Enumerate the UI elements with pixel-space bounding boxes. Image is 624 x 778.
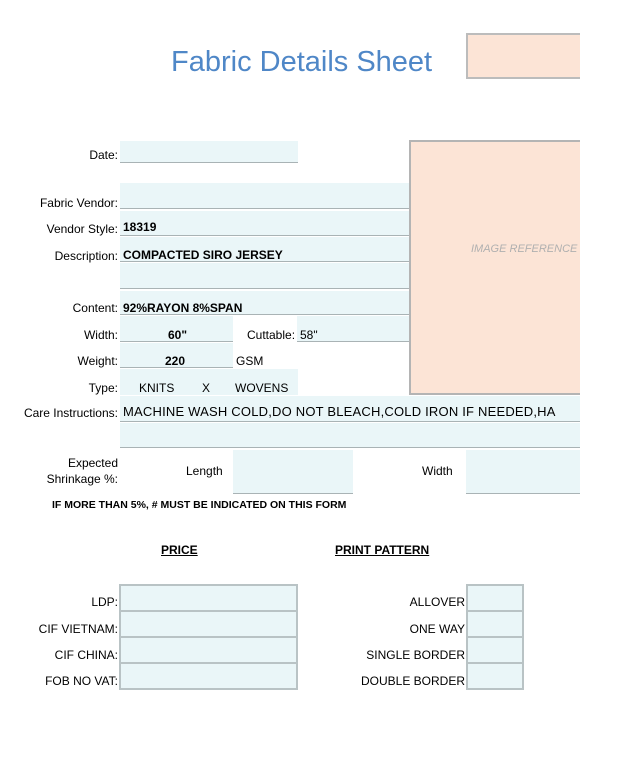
print-pattern-row-label: ALLOVER bbox=[409, 595, 465, 609]
content-field[interactable] bbox=[120, 291, 409, 315]
image-reference-label: IMAGE REFERENCE bbox=[471, 243, 578, 255]
single-border-checkbox[interactable] bbox=[466, 636, 524, 664]
price-heading: PRICE bbox=[161, 543, 198, 557]
shrinkage-note: IF MORE THAN 5%, # MUST BE INDICATED ON THIS FORM bbox=[52, 499, 347, 511]
allover-checkbox[interactable] bbox=[466, 584, 524, 612]
care-instructions-field[interactable] bbox=[120, 396, 580, 422]
type-label: Type: bbox=[88, 381, 118, 395]
date-field[interactable] bbox=[120, 141, 298, 163]
price-ldp-field[interactable] bbox=[119, 584, 298, 612]
page-title: Fabric Details Sheet bbox=[171, 46, 433, 78]
type-field[interactable] bbox=[120, 369, 298, 395]
type-knits: KNITS bbox=[139, 381, 175, 395]
price-row-label: CIF VIETNAM: bbox=[38, 622, 118, 636]
shrinkage-width-field[interactable] bbox=[466, 450, 580, 494]
weight-value: 220 bbox=[165, 354, 186, 368]
care-instructions-value: MACHINE WASH COLD,DO NOT BLEACH,COLD IRON IF NEEDED,HA bbox=[123, 404, 556, 419]
shrinkage-label-2: Shrinkage %: bbox=[46, 472, 118, 486]
description-label: Description: bbox=[54, 249, 118, 263]
shrinkage-length-field[interactable] bbox=[233, 450, 353, 494]
one-way-checkbox[interactable] bbox=[466, 610, 524, 638]
shrinkage-label-1: Expected bbox=[67, 456, 118, 470]
cuttable-value: 58" bbox=[300, 328, 318, 342]
print-pattern-heading: PRINT PATTERN bbox=[335, 543, 430, 557]
cuttable-field[interactable] bbox=[297, 316, 409, 342]
print-pattern-row-label: ONE WAY bbox=[409, 622, 465, 636]
print-pattern-row-label: DOUBLE BORDER bbox=[360, 674, 465, 688]
price-cif-vietnam-field[interactable] bbox=[119, 610, 298, 638]
print-pattern-row-label: SINGLE BORDER bbox=[366, 648, 465, 662]
cuttable-label: Cuttable: bbox=[247, 328, 296, 342]
price-row-label: LDP: bbox=[91, 595, 118, 609]
price-cif-china-field[interactable] bbox=[119, 636, 298, 664]
care-instructions-label: Care Instructions: bbox=[23, 406, 118, 420]
logo-placeholder bbox=[466, 33, 580, 79]
vendor-style-value: 18319 bbox=[123, 220, 157, 234]
description-field[interactable] bbox=[120, 237, 409, 262]
width-field[interactable] bbox=[120, 316, 233, 342]
type-wovens: WOVENS bbox=[235, 381, 289, 395]
description-value: COMPACTED SIRO JERSEY bbox=[123, 248, 283, 262]
width-value: 60" bbox=[168, 328, 188, 342]
price-row-label: CIF CHINA: bbox=[54, 648, 118, 662]
shrinkage-width-label: Width bbox=[422, 464, 453, 478]
vendor-style-label: Vendor Style: bbox=[46, 222, 118, 236]
image-reference-box[interactable] bbox=[409, 140, 580, 395]
content-label: Content: bbox=[72, 301, 118, 315]
date-label: Date: bbox=[89, 148, 118, 162]
content-value: 92%RAYON 8%SPAN bbox=[123, 301, 243, 315]
vendor-style-field[interactable] bbox=[120, 211, 409, 236]
width-label: Width: bbox=[83, 328, 118, 342]
care-instructions-field-2[interactable] bbox=[120, 423, 580, 448]
fabric-vendor-label: Fabric Vendor: bbox=[39, 196, 118, 210]
double-border-checkbox[interactable] bbox=[466, 662, 524, 690]
fabric-vendor-field[interactable] bbox=[120, 183, 409, 209]
type-selected-mark: X bbox=[202, 381, 211, 395]
description-field-2[interactable] bbox=[120, 263, 409, 289]
weight-unit: GSM bbox=[236, 354, 264, 368]
shrinkage-length-label: Length bbox=[186, 464, 223, 478]
price-row-label: FOB NO VAT: bbox=[45, 674, 118, 688]
price-fob-no-vat-field[interactable] bbox=[119, 662, 298, 690]
weight-field[interactable] bbox=[120, 343, 233, 368]
weight-label: Weight: bbox=[77, 354, 118, 368]
